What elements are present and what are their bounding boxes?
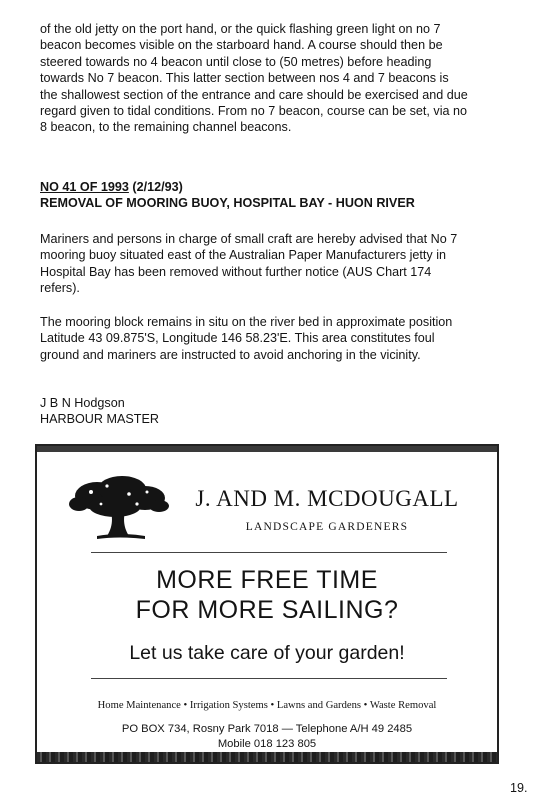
signatory-name: J B N Hodgson [40,396,125,410]
ad-top-border [37,446,497,452]
notice-number: NO 41 OF 1993 [40,180,129,194]
signature-block [40,395,159,428]
ad-services: Home Maintenance • Irrigation Systems • Lawns and Gardens • Waste Removal [97,700,437,711]
notice-paragraph-1 [40,231,514,297]
ad-bottom-border [37,752,497,762]
intro-line: towards No 7 beacon. This latter section between nos 4 and 7 beacons is [40,71,449,86]
notice-date: (2/12/93) [132,180,183,194]
notice-line: Mariners and persons in charge of small craft are hereby advised that No 7 [40,232,458,246]
notice-title: REMOVAL OF MOORING BUOY, HOSPITAL BAY - HUON RIVER [40,196,415,211]
intro-line: of the old jetty on the port hand, or the quick flashing green light on no 7 [40,22,441,36]
ad-divider-top [91,552,447,553]
intro-line: regard given to tidal conditions. From no 7 beacon, course can be set, via no [40,104,468,119]
intro-line: the shallowest section of the entrance and care should be exercised and due [40,87,468,102]
notice-heading [40,179,520,212]
notice-line: mooring buoy situated east of the Australian Paper Manufacturers jetty in [40,248,447,263]
intro-line: 8 beacon, to the remaining channel beacons. [40,120,292,135]
notice-line: The mooring block remains in situ on the river bed in approximate position [40,315,453,329]
ad-headline-2: FOR MORE SAILING? [135,596,399,624]
notice-line: ground and mariners are instructed to avoid anchoring in the vicinity. [40,347,421,362]
company-subtitle: LANDSCAPE GARDENERS [245,521,409,533]
ad-tagline: Let us take care of your garden! [129,642,405,664]
intro-paragraph [40,21,514,136]
notice-line: refers). [40,281,80,296]
notice-number-line [40,179,520,195]
advertisement [35,444,499,764]
ad-contact-address: PO BOX 734, Rosny Park 7018 — Telephone A/H 49 2485 [121,723,413,735]
notice-line: Latitude 43 09.875'S, Longitude 146 58.23'E. This area constitutes foul [40,331,435,346]
intro-line: beacon becomes visible on the starboard hand. A course should then be [40,38,443,53]
notice-line: Hospital Bay has been removed without further notice (AUS Chart 174 [40,264,432,279]
tree-logo-icon [67,474,171,544]
ad-divider-bottom [91,678,447,679]
page-number: 19. [510,781,528,795]
ad-headline-1: MORE FREE TIME [156,566,378,594]
intro-line: steered towards no 4 beacon until close to (50 metres) before heading [40,54,432,69]
signatory-role: HARBOUR MASTER [40,412,159,427]
company-name: J. AND M. MCDOUGALL [195,486,459,511]
notice-paragraph-2 [40,314,514,363]
ad-contact-mobile: Mobile 018 123 805 [217,738,317,750]
